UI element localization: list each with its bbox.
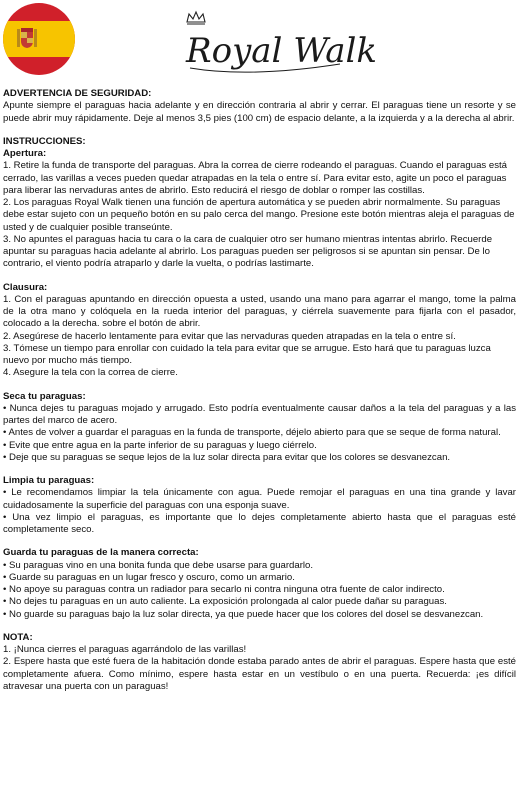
store-heading: Guarda tu paraguas de la manera correcta: <box>3 547 199 559</box>
store-item: • No apoye su paraguas contra un radiador para secarlo ni contra ninguna otra fuente de calor indirecto. <box>3 584 445 595</box>
warning-text: Apunte siempre el paraguas hacia adelante y en dirección contraria al abrir y cerrar. El paraguas tiene un resorte y se puede abrir muy rápidamente. Deje al menos 3,5 pies (100 cm) de espacio delante, a la izquierda y a la derecha al abrir. <box>3 100 516 124</box>
opening-item: 2. Los paraguas Royal Walk tienen una función de apertura automática y se pueden abrir normalmente. Su paraguas debe estar sujeto con un pequeño botón en su palo cerca del mango. Presione este botón mientras aleja el paraguas de usted y de cualquier posible transeúnte. <box>3 197 515 233</box>
opening-heading: Apertura: <box>3 148 47 159</box>
note-item: 1. ¡Nunca cierres el paraguas agarrándolo de las varillas! <box>3 644 247 655</box>
note-heading: NOTA: <box>3 631 33 643</box>
clean-item: • Le recomendamos limpiar la tela únicamente con agua. Puede remojar el paraguas en una tina grande y lavar cuidadosamente la superficie del paraguas con una esponja suave. <box>3 487 516 511</box>
closing-item: 3. Tómese un tiempo para enrollar con cuidado la tela para evitar que se arrugue. Esto hará que tu paraguas luzca nuevo por mucho más tiempo. <box>3 342 491 366</box>
dry-item: • Antes de volver a guardar el paraguas en la funda de transporte, déjelo abierto para que se seque de forma natural. <box>3 427 501 439</box>
instructions-document <box>3 88 516 693</box>
dry-item: • Nunca dejes tu paraguas mojado y arrugado. Esto podría eventualmente causar daños a la tela del paraguas y a las partes del marco de acero. <box>3 402 516 426</box>
store-item: • No dejes tu paraguas en un auto caliente. La exposición prolongada al calor puede dañar su paraguas. <box>3 596 447 608</box>
dry-item: • Evite que entre agua en la parte inferior de su paraguas y luego ciérrelo. <box>3 439 317 451</box>
closing-item: 2. Asegúrese de hacerlo lentamente para evitar que las nervaduras queden atrapadas en la tela o entre sí. <box>3 330 456 342</box>
header <box>0 0 519 82</box>
clean-item: • Una vez limpio el paraguas, es importante que lo dejes completamente abierto hasta que el paraguas esté completamente seco. <box>3 511 516 535</box>
dry-heading: Seca tu paraguas: <box>3 390 86 402</box>
crown-icon <box>187 12 205 24</box>
closing-item: 1. Con el paraguas apuntando en dirección opuesta a usted, usando una mano para agarrar el mango, tome la palma de la otra mano y colóquela en la rueda interior del paraguas, y ciérrela suavemente para fijarla con el pasador, colocado a la derecha. sobre el botón de abrir. <box>3 293 516 330</box>
instructions-heading: INSTRUCCIONES: <box>3 135 86 147</box>
opening-item: 3. No apuntes el paraguas hacia tu cara o la cara de cualquier otro ser humano mientras intentas abrirlo. Recuerde apuntar su paraguas hacia adelante al abrirlo. Los paraguas pueden ser peligrosos si se apuntan sin pensar. De lo contrario, el viento podría atraparlo y darle la vuelta, o podrías lastimarte. <box>3 233 493 270</box>
closing-heading: Clausura: <box>3 281 48 293</box>
clean-heading: Limpia tu paraguas: <box>3 475 95 486</box>
dry-item: • Deje que su paraguas se seque lejos de la luz solar directa para evitar que los colores se desvanezcan. <box>3 451 451 463</box>
logo-text: Royal Walk <box>186 31 377 71</box>
store-item: • No guarde su paraguas bajo la luz solar directa, ya que puede hacer que los colores del dosel se desvanezcan. <box>3 608 484 620</box>
warning-heading: ADVERTENCIA DE SEGURIDAD: <box>3 88 152 99</box>
flag-yellow-band <box>2 21 76 57</box>
closing-item: 4. Asegure la tela con la correa de cierre. <box>3 367 178 379</box>
flag-coat-of-arms-icon <box>17 28 37 48</box>
store-item: • Guarde su paraguas en un lugar fresco y oscuro, como un armario. <box>3 571 295 583</box>
note-item: 2. Espere hasta que esté fuera de la habitación donde estaba parado antes de abrir el paraguas. Espere hasta que esté completamente afuera. Como mínimo, espere hasta estar en un vestíbulo o en una puerta. Recuerda: ¡es difícil atravesar una puerta con un paraguas! <box>3 656 516 692</box>
spain-flag-icon <box>2 2 76 76</box>
store-item: • Su paraguas vino en una bonita funda que debe usarse para guardarlo. <box>3 559 314 571</box>
royal-walk-logo <box>180 10 377 76</box>
opening-item: 1. Retire la funda de transporte del paraguas. Abra la correa de cierre rodeando el paraguas. Cuando el paraguas está cerrado, las varillas a veces pueden quedar atrapadas en la tela o entre sí. Para evitar esto, agite un poco el paraguas para liberar las nervaduras antes de abrirlo. Esto reducirá el riesgo de doblar o romper las costillas. <box>3 160 507 196</box>
